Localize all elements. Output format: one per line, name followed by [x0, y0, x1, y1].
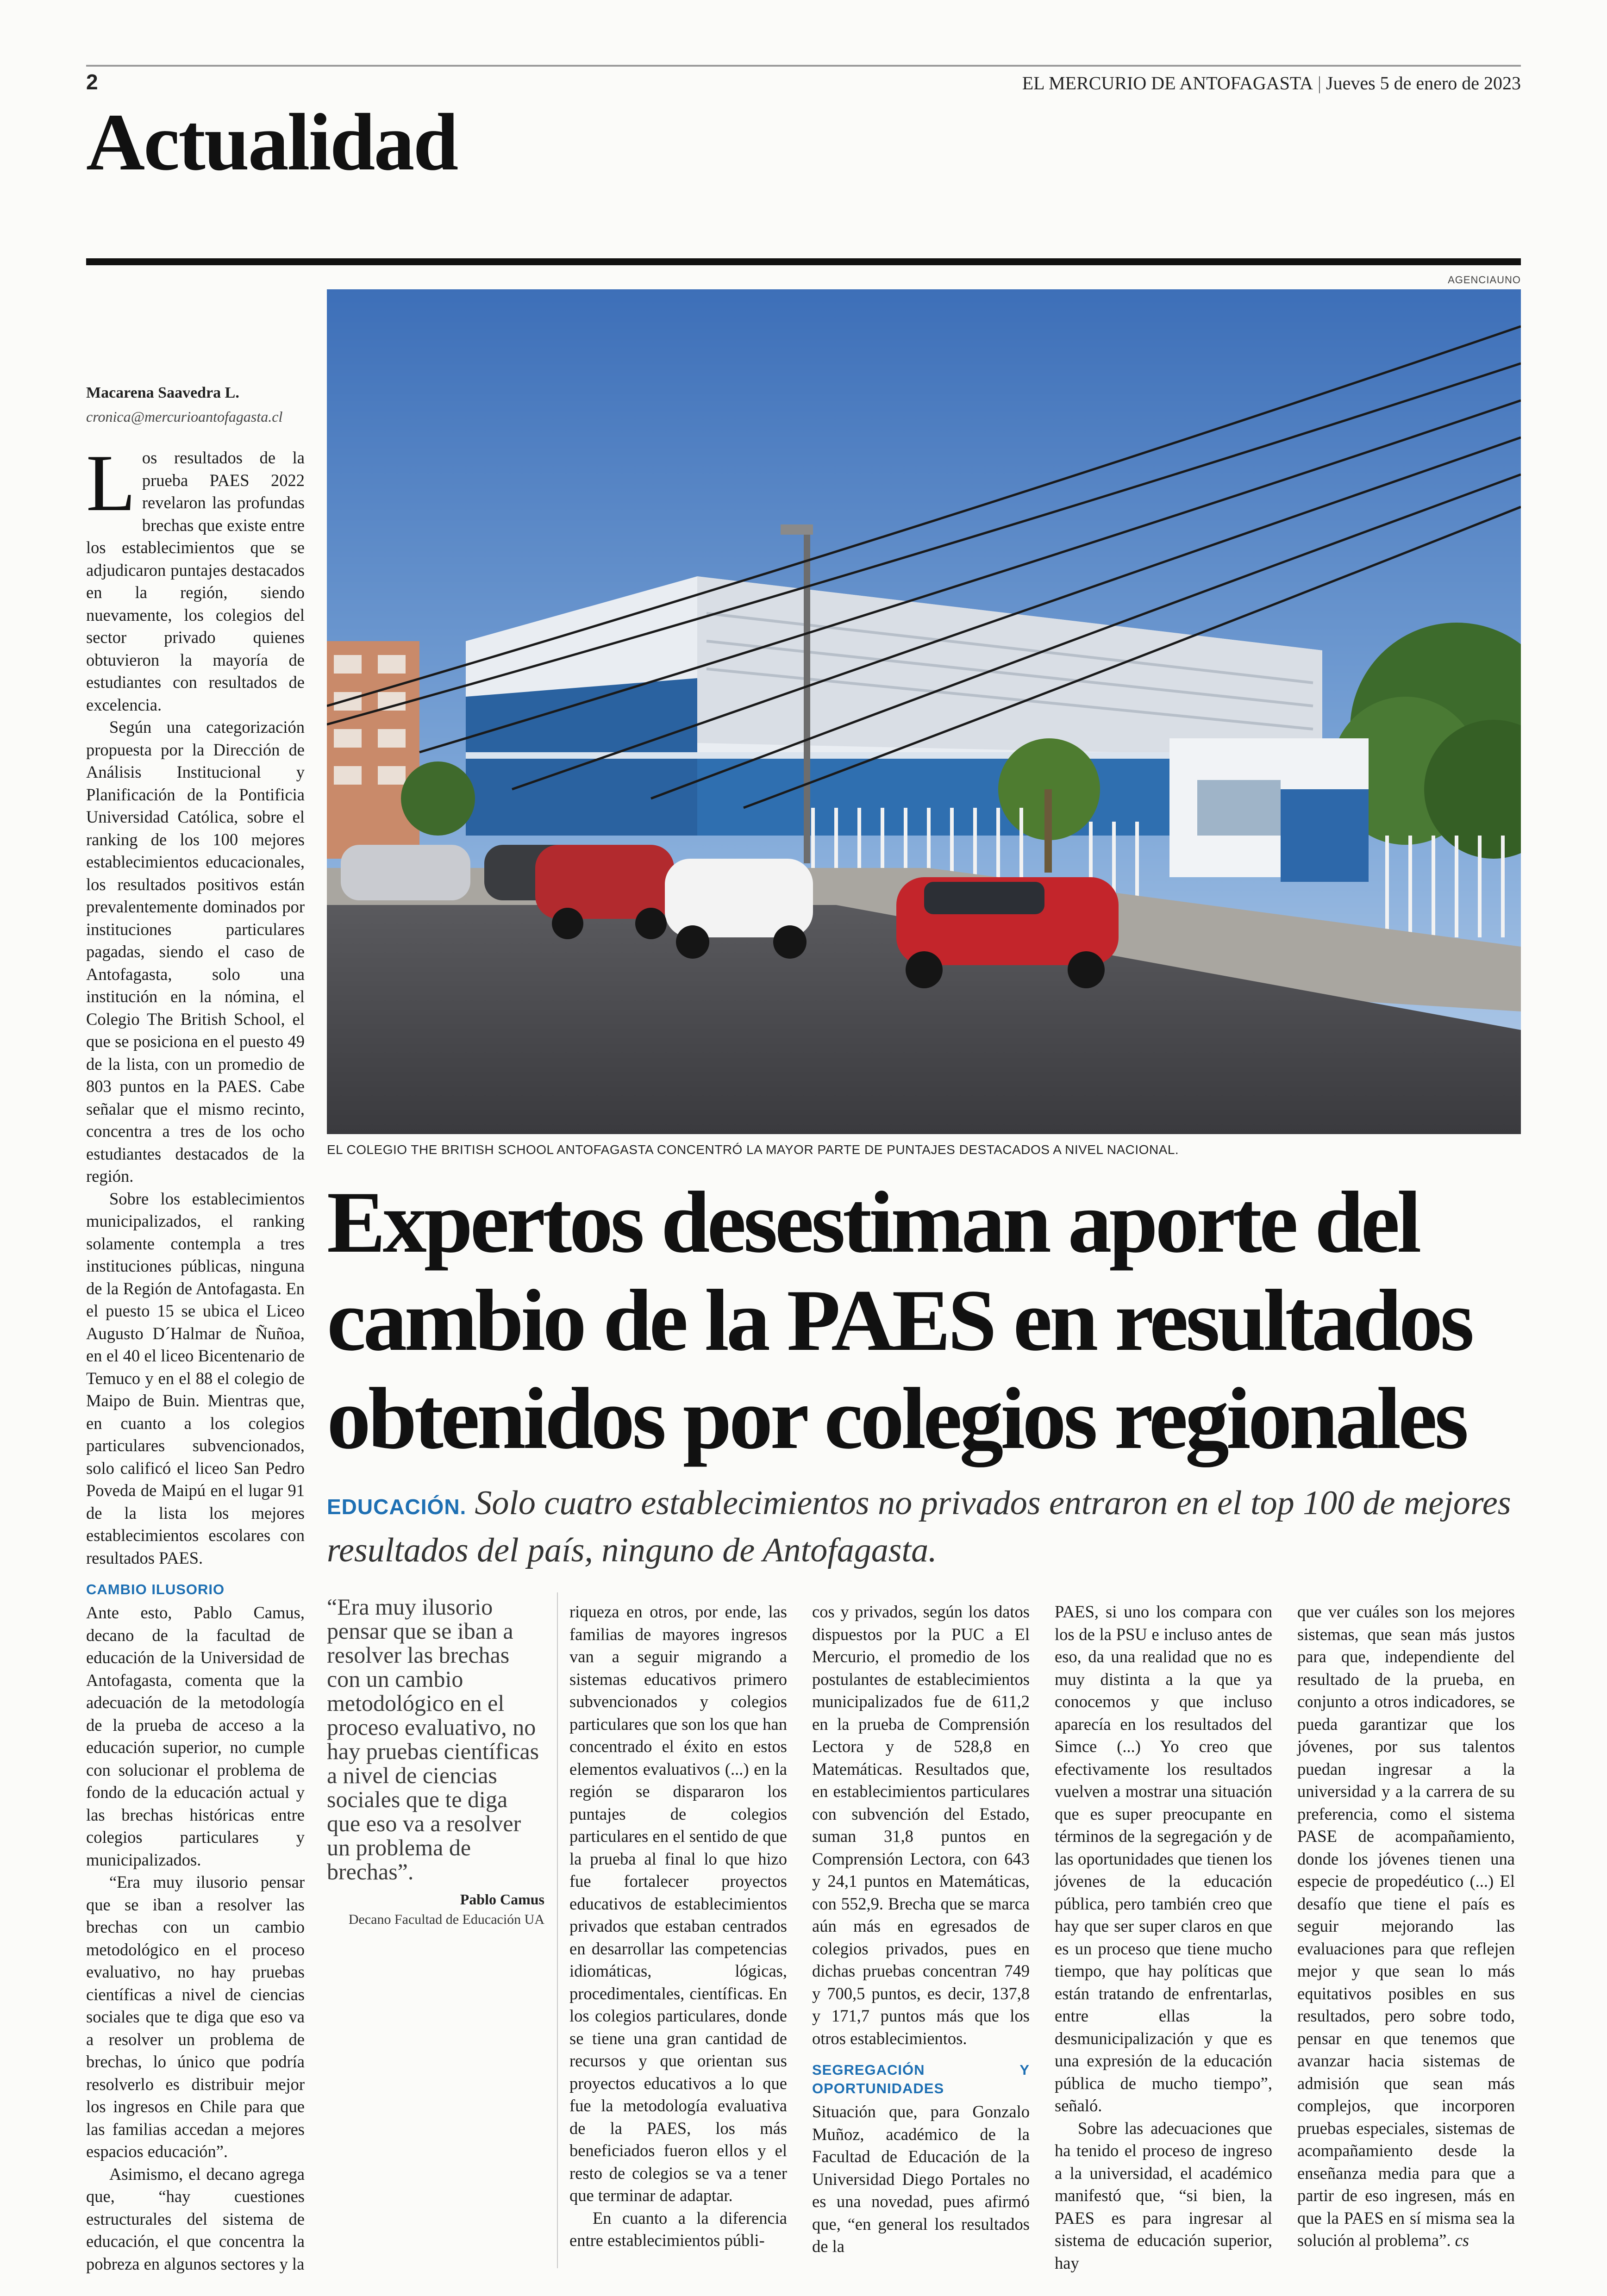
article-photo — [327, 289, 1521, 1134]
quote-role: Decano Facultad de Educación UA — [348, 1912, 544, 1927]
quote-author: Pablo Camus — [460, 1891, 544, 1908]
author-email: cronica@mercurioantofagasta.cl — [86, 408, 283, 425]
subhead-segregacion: SEGREGACIÓN Y OPORTUNIDADES — [812, 2062, 1030, 2096]
top-rule — [86, 65, 1521, 67]
lead-text: os resultados de la prueba PAES 2022 revelaron las profundas brechas que existe entre los establecimientos que se adjudicaron puntajes destacados en la región, siendo nuevamente, los colegios del sector privado quienes obtuvieron la mayoría de estudiantes con resultados de excelencia. — [86, 448, 305, 714]
masthead — [1022, 72, 1521, 94]
paragraph: En cuanto a la diferencia entre establecimientos públi- — [569, 2208, 787, 2250]
column-divider — [557, 1592, 558, 2268]
headline-line-3: obtenidos por colegios regionales — [327, 1370, 1466, 1467]
paragraph: Sobre las adecuaciones que ha tenido el proceso de ingreso a la universidad, el académico manifestó que, “si bien, la PAES es para ingresar al sistema de educación superior, hay — [1055, 2118, 1272, 2272]
drop-cap: L — [86, 438, 136, 528]
pull-quote: “Era muy ilusorio pensar que se iban a resolver las brechas con un cambio metodológico en el proceso evaluativo, no hay pruebas científicas a nivel de ciencias sociales que te diga que eso va a resolver un problema de brechas”. — [327, 1594, 539, 1884]
photo-caption: EL COLEGIO THE BRITISH SCHOOL ANTOFAGASTA CONCENTRÓ LA MAYOR PARTE DE PUNTAJES DESTACADOS A NIVEL NACIONAL. — [327, 1142, 1179, 1157]
paragraph — [1297, 1601, 1515, 2252]
paragraph: Ante esto, Pablo Camus, decano de la facultad de educación de la Universidad de Antofagasta, comenta que la adecuación de la metodología de la prueba de acceso a la educación superior, no cumple con solucionar el problema de fondo de la educación actual y las brechas históricas entre colegios particulares y municipalizados. — [86, 1603, 305, 1869]
kicker: EDUCACIÓN. — [327, 1495, 467, 1519]
page-number: 2 — [86, 70, 98, 94]
paragraph: Asimismo, el decano agrega que, “hay cuestiones estructurales del sistema de educación, el que concentra la pobreza en algunos sectores y la — [86, 2164, 305, 2273]
subhead-cambio-ilusorio: CAMBIO ILUSORIO — [86, 1581, 225, 1597]
column-5 — [1055, 1601, 1272, 2274]
column-1 — [86, 438, 305, 2275]
closing-text: que ver cuáles son los mejores sistemas, que sean más justos para que, independiente del resultado de la prueba, en conjunto a otros indicadores, se pueda garantizar que los jóvenes, por sus talentos puedan ingresar a la universidad y a la carrera de su preferencia, como el sistema PASE de acompañamiento, donde los jóvenes tienen una especie de propedéutico (...) El desafío que tiene el país es seguir mejorando las evaluaciones para que reflejen mejor y que sean lo más equitativos posibles en sus resultados, pero sobre todo, pensar en que tenemos que avanzar hacia sistemas de admisión que sean más complejos, que incorporen pruebas especiales, sistemas de acompañamiento desde la enseñanza media para que a partir de eso ingresen, más en que la PAES en sí misma sea la solución al problema”. — [1297, 1602, 1515, 2250]
masthead-separator: | — [1318, 73, 1322, 94]
paragraph: PAES, si uno los compara con los de la PSU e incluso antes de eso, da una realidad que no es muy distinta a la que ya conocemos y que incluso aparecía en los resultados del Simce (...) Yo creo que efectivamente los resultados vuelven a mostrar una situación que es super preocupante en términos de la segregación y de las oportunidades que tienen los jóvenes de la educación pública, pero también creo que hay que ser super claros en que es un proceso que tiene mucho tiempo, que hay políticas que están tratando de enfrentarlas, entre ellas la desmunicipalización y que es una expresión de la educación pública de mucho tiempo”, señaló. — [1055, 1602, 1272, 2115]
paragraph: cos y privados, según los datos dispuestos por la PUC a El Mercurio, el promedio de los postulantes de establecimientos municipalizados fue de 611,2 en la prueba de Comprensión Lectora y de 528,8 en Matemáticas. Resultados que, en establecimientos particulares con subvención del Estado, suman 31,8 puntos en Comprensión Lectora, con 643 y 24,1 puntos en Matemáticas, con 552,9. Brecha que se marca aún más en egresados de colegios privados, pues en dichas pruebas concentran 749 y 700,5 puntos, es decir, 137,8 y 171,7 puntos más que los otros establecimientos. — [812, 1602, 1030, 2048]
deck-text: Solo cuatro establecimientos no privados entraron en el top 100 de mejores resultados del país, ninguno de Antofagasta. — [327, 1484, 1511, 1569]
column-4 — [812, 1601, 1030, 2258]
headline-line-1: Expertos desestiman aporte del — [327, 1174, 1419, 1271]
byline: Macarena Saavedra L. — [86, 384, 239, 401]
issue-date: Jueves 5 de enero de 2023 — [1326, 73, 1521, 94]
school-street-illustration — [327, 289, 1521, 1134]
lead-paragraph — [86, 438, 305, 716]
section-rule — [86, 258, 1521, 265]
paragraph: riqueza en otros, por ende, las familias de mayores ingresos van a seguir migrando a sistemas educativos primero subvencionados y colegios particulares que son los que han concentrado el éxito en estos elementos evaluativos (...) en la región se dispararon los puntajes de colegios particulares en el sentido de que la prueba al final lo que hizo fue fortalecer proyectos educativos de establecimientos privados que estaban centrados en desarrollar las competencias idiomáticas, lógicas, procedimentales, científicas. En los colegios particulares, donde se tiene una gran cantidad de recursos y que orientan sus proyectos educativos a lo que fue la metodología evaluativa de la PAES, los más beneficiados fueron ellos y el resto de colegios se va a tener que terminar de adaptar. — [569, 1602, 787, 2205]
paragraph: “Era muy ilusorio pensar que se iban a resolver las brechas con un cambio metodológico en el proceso evaluativo, no hay pruebas científicas a nivel de ciencias sociales que te diga que eso va a resolver un problema de brechas, lo único que podría resolverlo es distribuir mejor los ingresos en Chile para que las familias accedan a mejores espacios educación”. — [86, 1872, 305, 2161]
deck — [327, 1481, 1521, 1572]
headline-line-2: cambio de la PAES en resultados — [327, 1272, 1472, 1369]
paragraph: Según una categorización propuesta por la Dirección de Análisis Institucional y Planificación de la Pontificia Universidad Católica, sobre el ranking de los 100 mejores establecimientos educacionales, los resultados positivos están prevalentemente dominados por instituciones particulares pagadas, siendo el caso de Antofagasta, solo una institución en la nómina, el Colegio The British School, el que se posiciona en el puesto 49 de la lista, con un promedio de 803 puntos en la PAES. Cabe señalar que el mismo recinto, concentra a tres de los ocho estudiantes destacados de la región. — [86, 718, 305, 1185]
paragraph: Sobre los establecimientos municipalizados, el ranking solamente contempla a tres instituciones públicas, ninguna de la Región de Antofagasta. En el puesto 15 se ubica el Liceo Augusto D´Halmar de Ñuñoa, en el 40 el liceo Bicentenario de Temuco y en el 88 el colegio de Maipo de Buin. Mientras que, en cuanto a los colegios particulares subvencionados, solo calificó el liceo San Pedro Poveda de Maipú en el lugar 91 de la lista los mejores establecimientos escolares con resultados PAES. — [86, 1189, 305, 1567]
column-6 — [1297, 1601, 1515, 2252]
section-title: Actualidad — [86, 97, 457, 187]
headline — [327, 1173, 1531, 1468]
newspaper-name: EL MERCURIO DE ANTOFAGASTA — [1022, 73, 1313, 94]
column-3 — [569, 1601, 787, 2252]
photo-credit: AGENCIAUNO — [1448, 274, 1521, 286]
paragraph: Situación que, para Gonzalo Muñoz, académico de la Facultad de Educación de la Universidad Diego Portales no es una novedad, pues afirmó que, “en general los resultados de la — [812, 2102, 1030, 2256]
end-mark: cs — [1455, 2231, 1469, 2250]
